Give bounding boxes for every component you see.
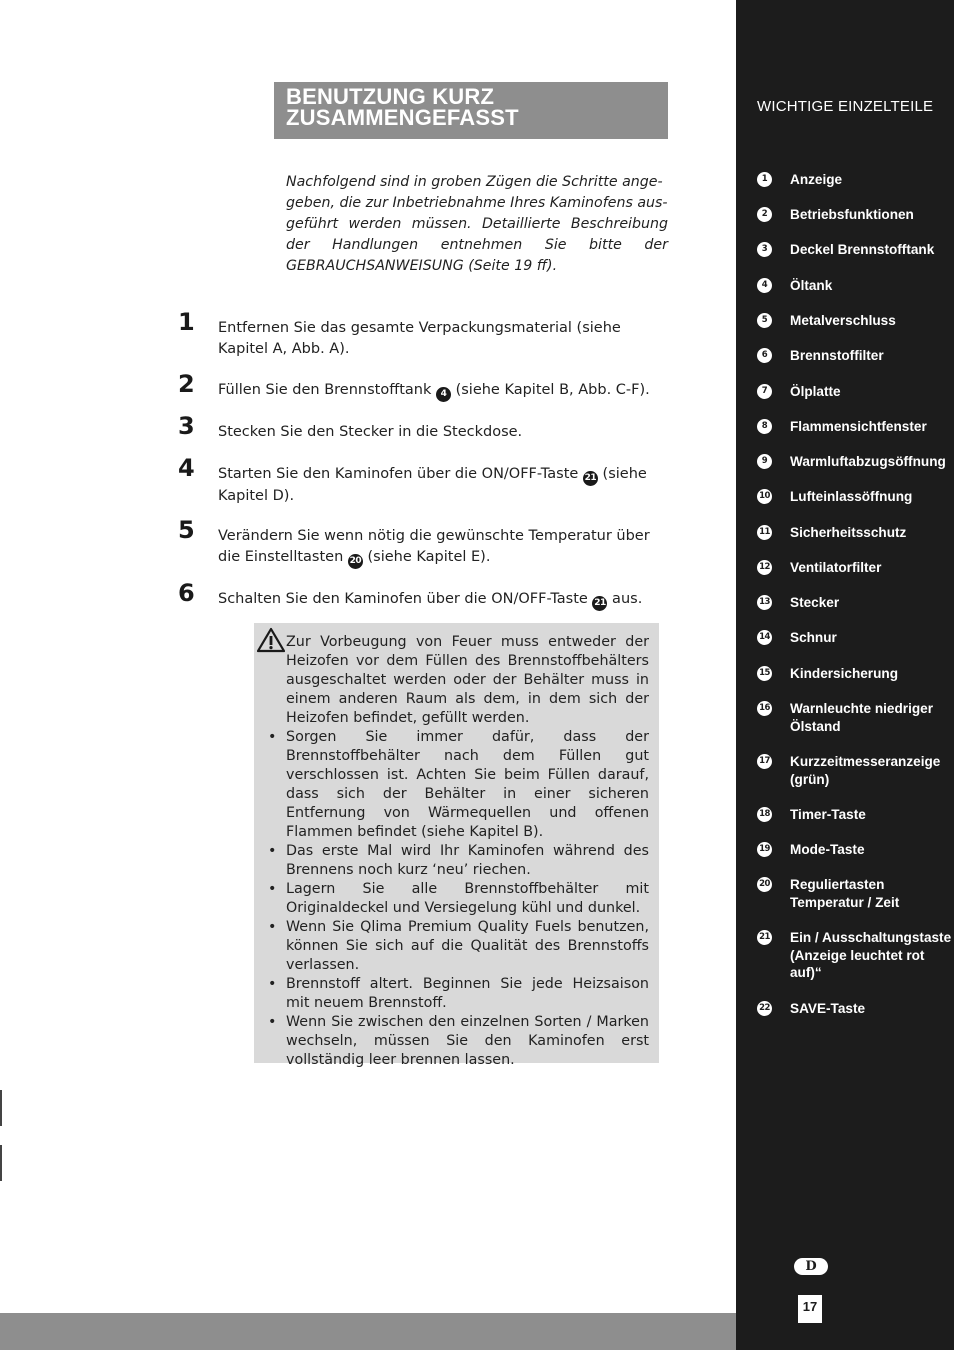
sidebar-item-label: Stecker bbox=[790, 595, 840, 610]
sidebar-item-label: Timer-Taste bbox=[790, 807, 866, 822]
step-text bbox=[218, 589, 668, 611]
warning-box bbox=[254, 623, 659, 1068]
warning-list bbox=[286, 728, 649, 1070]
number-bullet-icon: 7 bbox=[757, 384, 772, 399]
intro-line: geführt werden müssen. Detaillierte Beschreibung bbox=[286, 216, 668, 232]
number-bullet-icon: 2 bbox=[757, 207, 772, 222]
sidebar-item-label: Brennstoffilter bbox=[790, 348, 884, 363]
sidebar-title: WICHTIGE EINZELTEILE bbox=[757, 98, 934, 115]
parts-sidebar bbox=[736, 0, 954, 1350]
step-number: 2 bbox=[178, 370, 195, 398]
warning-triangle-icon bbox=[257, 627, 285, 653]
part-ref-icon: 21 bbox=[592, 596, 607, 611]
section-title bbox=[274, 82, 668, 139]
intro-line: GEBRAUCHSANWEISUNG (Seite 19 ff). bbox=[286, 258, 558, 274]
step-text-part: Verändern Sie wenn nötig die gewünschte Temperatur über die Einstelltasten bbox=[218, 528, 650, 565]
warning-intro: Zur Vorbeugung von Feuer muss entweder der Heizofen vor dem Füllen des Brennstoffbehälters ausgeschaltet werden oder der Behälter muss in einem anderen Raum als dem, in dem sich der Heizofen befindet, gefüllt werden. bbox=[286, 634, 649, 726]
warning-bullet: • Lagern Sie alle Brennstoffbehälter mit Originaldeckel und Versiegelung kühl und dunkel. bbox=[286, 880, 649, 918]
number-bullet-icon: 1 bbox=[757, 172, 772, 187]
step-text: Stecken Sie den Stecker in die Steckdose. bbox=[218, 424, 523, 440]
page-number: 17 bbox=[798, 1295, 822, 1323]
warning-bullet: • Wenn Sie Qlima Premium Quality Fuels benutzen, können Sie sich auf die Qualität des Brennstoffs verlassen. bbox=[286, 918, 649, 975]
sidebar-item-label: Anzeige bbox=[790, 172, 843, 187]
step-text: Entfernen Sie das gesamte Verpackungsmaterial (siehe Kapitel A, Abb. A). bbox=[218, 320, 621, 357]
sidebar-item-label: SAVE-Taste bbox=[790, 1001, 866, 1016]
step-text-part: (siehe Kapitel B, Abb. C-F). bbox=[450, 382, 650, 398]
step-text bbox=[218, 526, 668, 569]
number-bullet-icon: 17 bbox=[757, 754, 772, 769]
number-bullet-icon: 3 bbox=[757, 242, 772, 257]
number-bullet-icon: 5 bbox=[757, 313, 772, 328]
number-bullet-icon: 22 bbox=[757, 1001, 772, 1016]
sidebar-item-label: Sicherheitsschutz bbox=[790, 525, 907, 540]
sidebar-item-label: Metalverschluss bbox=[790, 313, 896, 328]
number-bullet-icon: 8 bbox=[757, 419, 772, 434]
number-bullet-icon: 16 bbox=[757, 701, 772, 716]
number-bullet-icon: 19 bbox=[757, 842, 772, 857]
sidebar-item-label: Mode-Taste bbox=[790, 842, 865, 857]
number-bullet-icon: 14 bbox=[757, 630, 772, 645]
sidebar-item-label: Ölplatte bbox=[790, 384, 841, 399]
sidebar-item-label: Lufteinlassöffnung bbox=[790, 489, 913, 504]
sidebar-item-label: Öltank bbox=[790, 278, 833, 293]
footer-bar bbox=[0, 1313, 736, 1350]
language-badge: D bbox=[794, 1258, 828, 1275]
number-bullet-icon: 13 bbox=[757, 595, 772, 610]
section-title-line2: ZUSAMMENGEFASST bbox=[286, 105, 519, 130]
sidebar-item-label: Betriebsfunktionen bbox=[790, 207, 914, 222]
edge-mark bbox=[0, 1145, 2, 1181]
number-bullet-icon: 9 bbox=[757, 454, 772, 469]
step-text bbox=[218, 464, 668, 507]
step-number: 1 bbox=[178, 308, 195, 336]
sidebar-item-label: Schnur bbox=[790, 630, 837, 645]
section-title-line1: BENUTZUNG KURZ bbox=[286, 84, 495, 109]
step-number: 3 bbox=[178, 412, 195, 440]
step-text-part: Schalten Sie den Kaminofen über die ON/OFF-Taste bbox=[218, 591, 593, 607]
edge-mark bbox=[0, 1090, 2, 1126]
number-bullet-icon: 10 bbox=[757, 489, 772, 504]
sidebar-item-label: Deckel Brennstofftank bbox=[790, 242, 935, 257]
step-text-part: Füllen Sie den Brennstofftank bbox=[218, 382, 436, 398]
warning-bullet: • Sorgen Sie immer dafür, dass der Brennstoffbehälter nach dem Füllen gut verschlossen ist. Achten Sie beim Füllen darauf, dass sich der Behälter in einer sicheren Entfernung von Wärmequellen und offenen Flammen befindet (siehe Kapitel B). bbox=[286, 728, 649, 842]
step-text-part: (siehe Kapitel E). bbox=[362, 549, 491, 565]
warning-bullet: • Brennstoff altert. Beginnen Sie jede Heizsaison mit neuem Brennstoff. bbox=[286, 975, 649, 1013]
sidebar-item-label: Ventilatorfilter bbox=[790, 560, 882, 575]
number-bullet-icon: 21 bbox=[757, 930, 772, 945]
sidebar-item-label: Warmluftabzugsöffnung bbox=[790, 454, 946, 469]
step-text-part: Starten Sie den Kaminofen über die ON/OFF-Taste bbox=[218, 466, 583, 482]
number-bullet-icon: 18 bbox=[757, 807, 772, 822]
step-text-part: (siehe Kapitel D). bbox=[218, 466, 647, 504]
part-ref-icon: 4 bbox=[436, 387, 451, 402]
sidebar-item-label: Warnleuchte niedriger Ölstand bbox=[790, 701, 934, 734]
number-bullet-icon: 20 bbox=[757, 877, 772, 892]
number-bullet-icon: 12 bbox=[757, 560, 772, 575]
number-bullet-icon: 11 bbox=[757, 525, 772, 540]
sidebar-item-label: Flammensichtfenster bbox=[790, 419, 927, 434]
number-bullet-icon: 4 bbox=[757, 278, 772, 293]
number-bullet-icon: 6 bbox=[757, 348, 772, 363]
warning-bullet: • Das erste Mal wird Ihr Kaminofen während des Brennens noch kurz ‘neu’ riechen. bbox=[286, 842, 649, 880]
intro-line: der Handlungen entnehmen Sie bitte der bbox=[286, 237, 668, 253]
part-ref-icon: 21 bbox=[583, 471, 598, 486]
part-ref-icon: 20 bbox=[348, 554, 363, 569]
intro-line: Nachfolgend sind in groben Zügen die Schritte ange- bbox=[286, 174, 663, 190]
step-number: 5 bbox=[178, 516, 195, 544]
sidebar-item-label: Reguliertasten Temperatur / Zeit bbox=[790, 877, 900, 910]
intro-line: geben, die zur Inbetriebnahme Ihres Kaminofens aus- bbox=[286, 195, 668, 211]
number-bullet-icon: 15 bbox=[757, 666, 772, 681]
sidebar-item-label: Ein / Ausschaltungstaste (Anzeige leuchtet rot auf)“ bbox=[790, 930, 952, 980]
step-number: 4 bbox=[178, 454, 195, 482]
step-number: 6 bbox=[178, 579, 195, 607]
sidebar-item-label: Kurzzeitmesseranzeige (grün) bbox=[790, 754, 941, 787]
step-text bbox=[218, 380, 668, 402]
intro-text bbox=[286, 172, 668, 277]
sidebar-item-label: Kindersicherung bbox=[790, 666, 899, 681]
step-text-part: aus. bbox=[607, 591, 643, 607]
warning-bullet: • Wenn Sie zwischen den einzelnen Sorten / Marken wechseln, müssen Sie den Kaminofen erst vollständig leer brennen lassen. bbox=[286, 1013, 649, 1070]
